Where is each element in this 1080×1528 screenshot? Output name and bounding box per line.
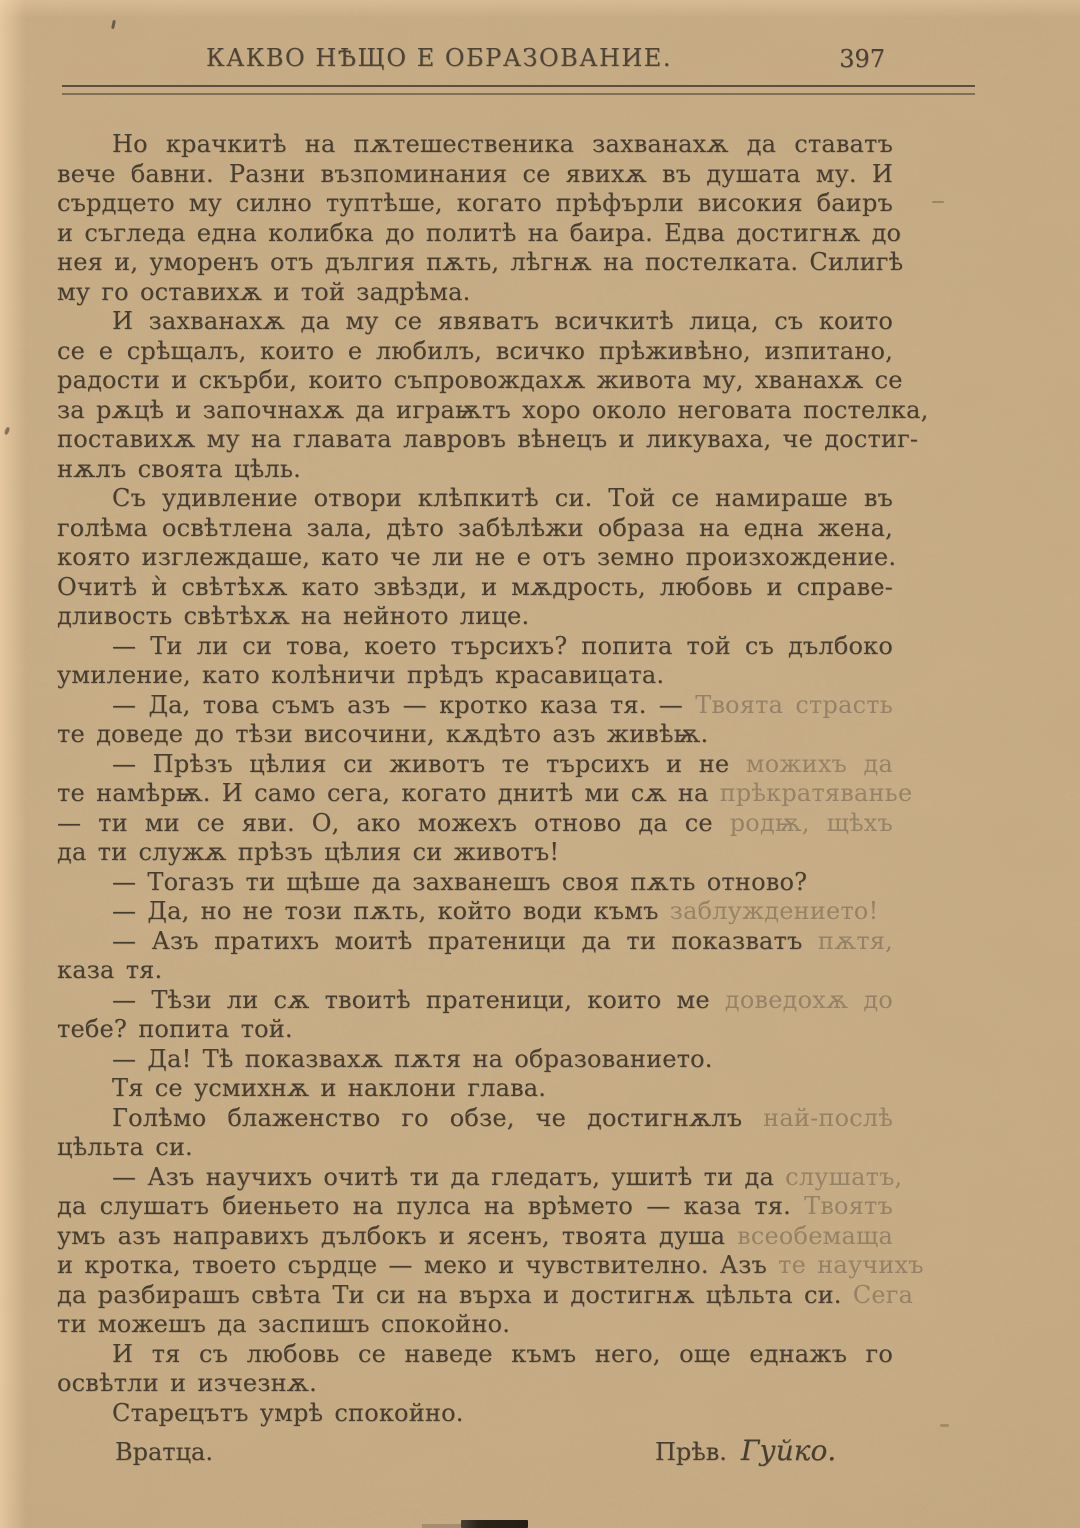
text-line: умиление, като колѣничи прѣдъ красавицата. bbox=[57, 661, 665, 689]
paragraph bbox=[57, 897, 893, 927]
text-line: умъ азъ направихъ дълбокъ и ясенъ, твоята душа всеобемаща bbox=[57, 1221, 893, 1250]
text-line: дливость свѣтѣхѫ на нейното лице. bbox=[57, 602, 530, 630]
running-title: КАКВО НѢЩО Е ОБРАЗОВАНИЕ. bbox=[206, 44, 672, 72]
text-line: Но крачкитѣ на пѫтешественика захванахѫ да ставатъ bbox=[112, 130, 893, 158]
paragraph bbox=[57, 1045, 893, 1075]
text-line: да ти служѫ прѣзъ цѣлия си животъ! bbox=[57, 838, 560, 866]
ink-speck bbox=[932, 201, 944, 203]
text-line: Старецътъ умрѣ спокойно. bbox=[112, 1398, 464, 1427]
bottom-scan-bar bbox=[461, 1520, 528, 1528]
ink-speck bbox=[4, 427, 10, 436]
text-line: поставихѫ му на главата лавровъ вѣнецъ и ликуваха, че достиг- bbox=[57, 425, 919, 453]
paragraph bbox=[57, 868, 893, 898]
text-line: — Да, това съмъ азъ — кротко каза тя. — Твоята страсть bbox=[112, 690, 893, 719]
text-line: Съ удивление отвори клѣпкитѣ си. Той се намираше въ bbox=[112, 484, 893, 512]
text-line: за рѫцѣ и започнахѫ да играѭтъ хоро около неговата постелка, bbox=[57, 395, 929, 424]
text-line: Очитѣ ѝ свѣтѣхѫ като звѣзди, и мѫдрость, любовь и справе- bbox=[57, 572, 893, 601]
text-line: нея и, уморенъ отъ дългия пѫть, лѣгнѫ на постелката. Силигѣ bbox=[57, 248, 904, 276]
text-line: и съгледа една колибка до политѣ на баира. Едва достигнѫ до bbox=[57, 218, 902, 247]
page-top-highlight bbox=[0, 0, 1080, 18]
text-line: да разбирашъ свѣта Ти си на върха и достигнѫ цѣльта си. Сега bbox=[57, 1280, 914, 1309]
paragraph bbox=[57, 749, 913, 868]
text-line: И захванахѫ да му се явяватъ всичкитѣ лица, съ които bbox=[112, 307, 893, 335]
text-line: му го оставихѫ и той задрѣма. bbox=[57, 277, 471, 306]
body-text bbox=[57, 130, 929, 1428]
paragraph bbox=[57, 986, 893, 1045]
text-line: — ти ми се яви. О, ако можехъ отново да се родѭ, щѣхъ bbox=[57, 808, 893, 837]
text-line: — Азъ научихъ очитѣ ти да гледатъ, ушитѣ ти да слушатъ, bbox=[112, 1162, 903, 1191]
text-line: ти можешъ да заспишъ спокойно. bbox=[57, 1310, 511, 1338]
text-line: каза тя. bbox=[57, 956, 163, 984]
paragraph bbox=[57, 130, 904, 307]
ink-speck bbox=[111, 20, 116, 29]
text-line: вече бавни. Разни възпоминания се явихѫ въ душата му. И bbox=[57, 159, 893, 188]
text-line: — Да, но не този пѫть, който води къмъ заблуждението! bbox=[112, 897, 879, 925]
ink-speck bbox=[940, 1424, 949, 1427]
paragraph bbox=[57, 484, 897, 632]
signature-place: Вратца. bbox=[115, 1438, 213, 1466]
page-gutter-highlight bbox=[0, 0, 26, 1528]
text-line: И тя съ любовь се наведе къмъ него, още еднажъ го bbox=[112, 1339, 893, 1368]
text-line: която изглеждаше, като че ли не е отъ земно произхождение. bbox=[57, 543, 897, 571]
text-line: се е срѣщалъ, които е любилъ, всичко прѣживѣно, изпитано, bbox=[57, 336, 893, 365]
text-line: — Тогазъ ти щѣше да захванешъ своя пѫть отново? bbox=[112, 867, 808, 896]
signature-translator bbox=[655, 1434, 836, 1467]
paragraph bbox=[57, 1399, 893, 1429]
text-line: те намѣрѭ. И само сега, когато днитѣ ми сѫ на прѣкратяванье bbox=[57, 779, 913, 807]
text-line: — Азъ пратихъ моитѣ пратеници да ти показватъ пѫтя, bbox=[112, 926, 893, 955]
text-line: радости и скърби, които съпровождахѫ живота му, хванахѫ се bbox=[57, 366, 903, 394]
translator-prefix: Прѣв. bbox=[655, 1438, 727, 1466]
text-line: — Ти ли си това, което търсихъ? попита той съ дълбоко bbox=[112, 631, 893, 660]
text-line: Голѣмо блаженство го обзе, че достигнѫлъ най-послѣ bbox=[112, 1103, 893, 1132]
paragraph bbox=[57, 1162, 924, 1340]
text-line: цѣльта си. bbox=[57, 1133, 193, 1161]
text-line: тебе? попита той. bbox=[57, 1015, 293, 1043]
paragraph bbox=[57, 307, 929, 484]
translator-name: Гуйко. bbox=[740, 1434, 837, 1467]
text-line: — Тѣзи ли сѫ твоитѣ пратеници, които ме доведохѫ до bbox=[112, 985, 893, 1014]
paragraph bbox=[57, 1074, 893, 1104]
text-line: те доведе до тѣзи височини, кѫдѣто азъ живѣѭ. bbox=[57, 720, 709, 748]
paragraph bbox=[57, 632, 893, 691]
page-number: 397 bbox=[839, 45, 885, 73]
text-line: — Да! Тѣ показвахѫ пѫтя на образованието. bbox=[112, 1044, 713, 1073]
paragraph bbox=[57, 691, 893, 750]
page-header bbox=[57, 44, 893, 78]
text-line: голѣма освѣтлена зала, дѣто забѣлѣжи образа на една жена, bbox=[57, 513, 893, 542]
text-line: да слушатъ биеньето на пулса на врѣмето — каза тя. Твоятъ bbox=[57, 1192, 893, 1220]
paragraph bbox=[57, 1340, 893, 1399]
text-line: сърдцето му силно туптѣше, когато прѣфърли високия баиръ bbox=[57, 189, 893, 217]
text-line: — Прѣзъ цѣлия си животъ те търсихъ и не можихъ да bbox=[112, 749, 893, 778]
text-line: освѣтли и изчезнѫ. bbox=[57, 1369, 317, 1397]
signature-line bbox=[57, 1434, 893, 1474]
text-line: Тя се усмихнѫ и наклони глава. bbox=[112, 1074, 547, 1102]
text-line: нѫлъ своята цѣль. bbox=[57, 454, 301, 483]
header-double-rule bbox=[62, 85, 975, 95]
text-line: и кротка, твоето сърдце — меко и чувствително. Азъ те научихъ bbox=[57, 1251, 924, 1279]
paragraph bbox=[57, 927, 893, 986]
paragraph bbox=[57, 1104, 893, 1163]
